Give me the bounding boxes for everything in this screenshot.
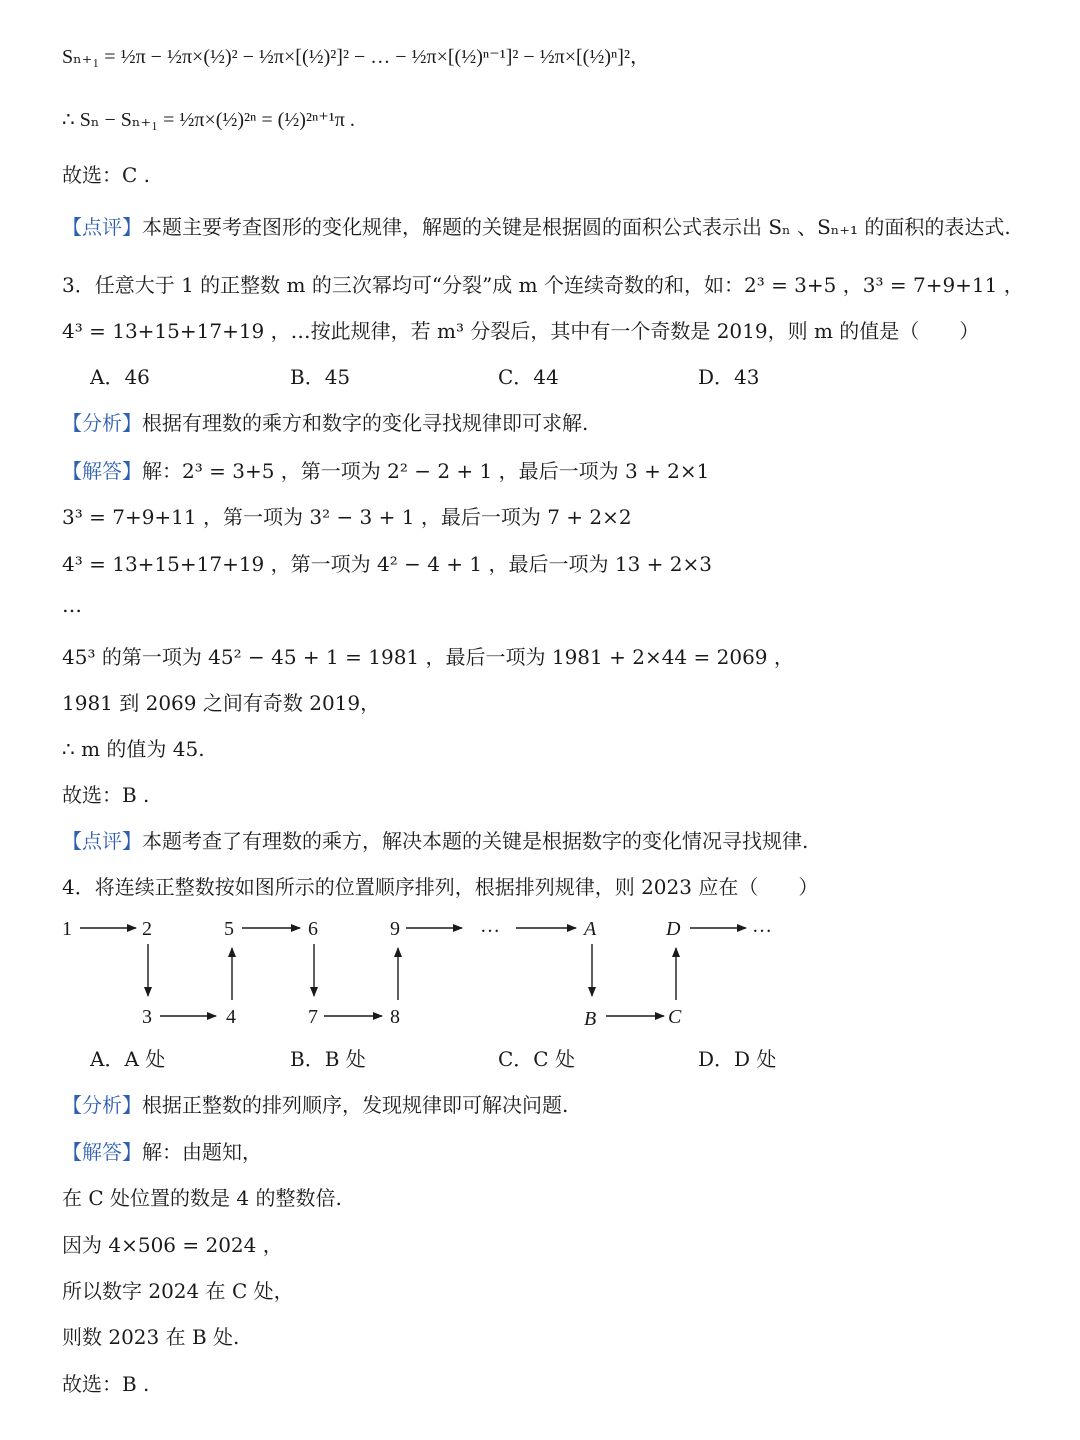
comment-tag: 【点评】 [62, 829, 142, 853]
q3-solution-line-6: ∴ m 的值为 45. [62, 737, 205, 761]
comment-text: 本题考查了有理数的乘方，解决本题的关键是根据数字的变化情况寻找规律. [142, 829, 809, 853]
q3-solution-line-1: 3³ = 7+9+11 ，第一项为 3² − 3 + 1 ，最后一项为 7 + 2×2 [62, 505, 632, 529]
q4-solution-line-1: 在 C 处位置的数是 4 的整数倍. [62, 1186, 342, 1210]
seq-label-9: 9 [390, 918, 400, 940]
q3-option-b: B．45 [290, 365, 351, 389]
q4-option-d: D．D 处 [698, 1047, 777, 1071]
seq-label-8: 8 [390, 1006, 400, 1028]
q3-option-c: C．44 [498, 365, 559, 389]
analysis-tag: 【分析】 [62, 1093, 142, 1117]
seq-label-ellipsis: … [480, 915, 500, 937]
q3-solution-line-2: 4³ = 13+15+17+19 ，第一项为 4² − 4 + 1 ，最后一项为 13 + 2×3 [62, 552, 712, 576]
q4-option-c: C．C 处 [498, 1047, 575, 1071]
q3-solution-line-3: … [62, 593, 82, 617]
q3-option-a: A．46 [90, 365, 150, 389]
q3-solution-line-7: 故选：B . [62, 783, 150, 807]
q3-options [62, 364, 822, 390]
q3-comment [62, 828, 808, 854]
comment-text: 本题主要考查图形的变化规律，解题的关键是根据圆的面积公式表示出 Sₙ 、Sₙ₊₁ 的面积的表达式. [142, 215, 1011, 239]
comment-tag: 【点评】 [62, 215, 142, 239]
q4-option-b: B．B 处 [290, 1047, 366, 1071]
seq-label-a: A [584, 918, 597, 940]
seq-label-c: C [668, 1006, 682, 1028]
q2-comment [62, 214, 1011, 240]
seq-label-4: 4 [226, 1006, 236, 1028]
q2-answer: 故选：C . [62, 163, 151, 187]
q4-option-a: A．A 处 [90, 1047, 166, 1071]
formula-difference: ∴ Sₙ − Sₙ₊₁ = ½π×(½)²ⁿ = (½)²ⁿ⁺¹π . [62, 109, 355, 131]
q3-solution-line-5: 1981 到 2069 之间有奇数 2019， [62, 691, 381, 715]
analysis-text: 根据有理数的乘方和数字的变化寻找规律即可求解. [142, 411, 589, 435]
seq-label-b: B [584, 1008, 597, 1030]
solution-text: 解：由题知， [142, 1140, 262, 1164]
q3-option-d: D．43 [698, 365, 760, 389]
sequence-figure [56, 910, 776, 1032]
q4-solution-line-2: 因为 4×506 = 2024 ， [62, 1233, 283, 1257]
q3-solution-line-4: 45³ 的第一项为 45² − 45 + 1 = 1981 ，最后一项为 1981 + 2×44 = 2069 ， [62, 645, 794, 669]
seq-label-6: 6 [308, 918, 318, 940]
q4-solution-line-4: 则数 2023 在 B 处. [62, 1325, 240, 1349]
q3-stem-line-2: 4³ = 13+15+17+19 ，…按此规律，若 m³ 分裂后，其中有一个奇数是 2019，则 m 的值是（ ） [62, 319, 980, 343]
solution-tag: 【解答】 [62, 1140, 142, 1164]
q3-stem-line-1: 3．任意大于 1 的正整数 m 的三次幂均可“分裂”成 m 个连续奇数的和，如：2³ = 3+5 ，3³ = 7+9+11 ， [62, 273, 1024, 297]
q3-solution-line-0 [62, 458, 709, 484]
analysis-text: 根据正整数的排列顺序，发现规律即可解决问题. [142, 1093, 569, 1117]
solution-tag: 【解答】 [62, 459, 142, 483]
seq-label-1: 1 [62, 918, 72, 940]
q4-solution-line-3: 所以数字 2024 在 C 处， [62, 1279, 294, 1303]
seq-label-2: 2 [142, 918, 152, 940]
seq-label-3: 3 [142, 1006, 152, 1028]
q4-options [62, 1046, 822, 1072]
q4-solution-line-5: 故选：B . [62, 1372, 150, 1396]
seq-label-5: 5 [224, 918, 234, 940]
analysis-tag: 【分析】 [62, 411, 142, 435]
seq-label-d: D [666, 918, 681, 940]
seq-label-7: 7 [308, 1006, 318, 1028]
seq-label-ellipsis-2: … [752, 915, 772, 937]
solution-text: 解：2³ = 3+5 ，第一项为 2² − 2 + 1 ，最后一项为 3 + 2×1 [142, 459, 710, 483]
q3-analysis [62, 410, 588, 436]
q4-analysis [62, 1092, 568, 1118]
formula-s-n-plus-1: Sₙ₊₁ = ½π − ½π×(½)² − ½π×[(½)²]² − … − ½π×[(½)ⁿ⁻¹]² − ½π×[(½)ⁿ]²， [62, 46, 650, 68]
q4-stem: 4．将连续正整数按如图所示的位置顺序排列，根据排列规律，则 2023 应在（ ） [62, 875, 819, 899]
q4-solution-line-0 [62, 1139, 262, 1165]
